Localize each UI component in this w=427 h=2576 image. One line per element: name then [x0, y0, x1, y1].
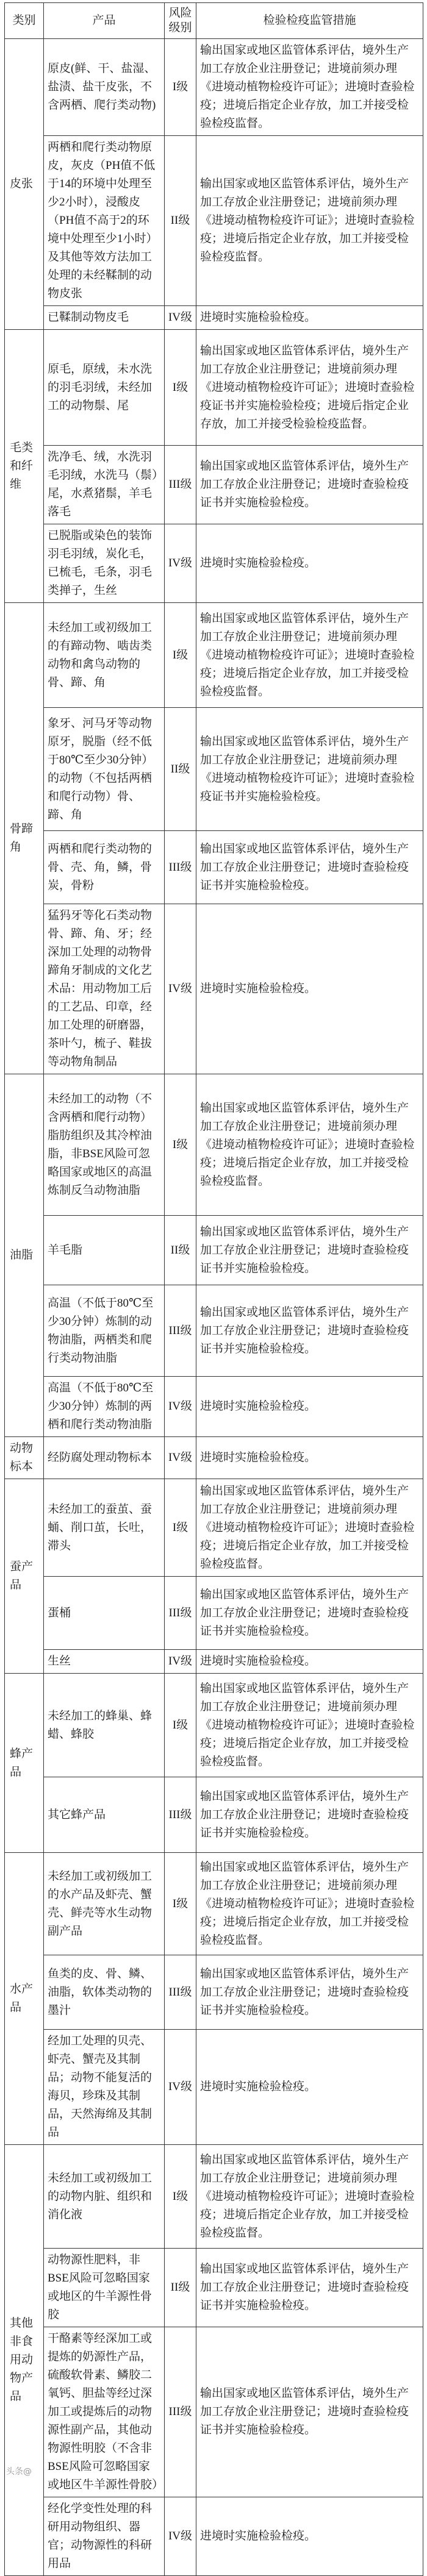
risk-level-cell: IV级 — [165, 1650, 196, 1674]
product-cell: 洗净毛、绒，水洗羽毛羽绒，水洗马（鬃）尾，水煮猪鬃，羊毛落毛 — [44, 446, 165, 524]
table-row — [5, 2327, 423, 2497]
measures-cell: 进境时实施检验检疫。 — [196, 1650, 423, 1674]
table-row — [5, 1955, 423, 2030]
measures-cell: 输出国家或地区监管体系评估，境外生产加工存放企业注册登记；进境前须办理《进境动植物检疫许可证》；进境时查验检疫；进境后指定企业存放，加工并接受检验检疫监督。 — [196, 603, 423, 708]
table-row — [5, 39, 423, 136]
risk-level-cell: III级 — [165, 446, 196, 524]
table-row — [5, 1074, 423, 1216]
category-cell: 其他非食用动物产品 — [5, 2145, 44, 2576]
category-cell: 蚕产品 — [5, 1479, 44, 1674]
product-cell: 动物源性肥料，非BSE风险可忽略国家或地区的牛羊源性骨胶 — [44, 2249, 165, 2327]
risk-level-cell: III级 — [165, 1285, 196, 1377]
header-risk-level: 风险级别 — [165, 3, 196, 39]
measures-cell: 输出国家或地区监管体系评估，境外生产加工存放企业注册登记；进境时查验检疫证书并实施检验检疫。 — [196, 1777, 423, 1853]
table-header-row — [5, 3, 423, 39]
table-row — [5, 524, 423, 603]
risk-level-cell: I级 — [165, 2145, 196, 2249]
table-row — [5, 1437, 423, 1479]
measures-cell: 进境时实施检验检疫。 — [196, 2497, 423, 2576]
product-cell: 干酪素等经深加工或提炼的奶源性产品，硫酸软骨素、鳞胶二氧钙、胆盐等经过深加工或提炼后的动物源性副产品，其他动物源性明胶（不含非BSE风险可忽略国家或地区牛羊源性骨胶） — [44, 2327, 165, 2497]
product-cell: 其它蜂产品 — [44, 1777, 165, 1853]
risk-level-cell: II级 — [165, 2249, 196, 2327]
category-cell: 油脂 — [5, 1074, 44, 1437]
measures-cell: 输出国家或地区监管体系评估，境外生产加工存放企业注册登记；进境前须办理《进境动植物检疫许可证》；进境时查验检疫；进境后指定企业存放，加工并接受检验检疫监督。 — [196, 136, 423, 306]
product-cell: 象牙、河马牙等动物原牙，脱脂（经不低于80℃至少30分钟）的动物（不包括两栖和爬行动物）骨、蹄、角 — [44, 708, 165, 831]
product-cell: 未经加工或初级加工的水产品及虾壳、蟹壳、鲜壳等水生动物副产品 — [44, 1853, 165, 1955]
measures-cell: 输出国家或地区监管体系评估，境外生产加工存放企业注册登记；进境前须办理《进境动植物检疫许可证》；进境时查验检疫；进境后指定企业存放，加工并接受检验检疫监督。 — [196, 1674, 423, 1777]
risk-level-cell: IV级 — [165, 1377, 196, 1437]
measures-cell: 输出国家或地区监管体系评估，境外生产加工存放企业注册登记；进境前须办理《进境动植物检疫许可证》；进境时查验检疫；进境后指定企业存放，加工并接受检验检疫监督。 — [196, 39, 423, 136]
product-cell: 蛋桶 — [44, 1577, 165, 1650]
inspection-table — [4, 2, 423, 2576]
table-row — [5, 136, 423, 306]
measures-cell: 输出国家或地区监管体系评估，境外生产加工存放企业注册登记；进境时查验检疫证书并实施检验检疫。 — [196, 1216, 423, 1285]
table-row — [5, 1650, 423, 1674]
measures-cell: 进境时实施检验检疫。 — [196, 524, 423, 603]
table-row — [5, 831, 423, 904]
table-row — [5, 2145, 423, 2249]
table-row — [5, 2497, 423, 2576]
category-cell: 动物标本 — [5, 1437, 44, 1479]
measures-cell: 进境时实施检验检疫。 — [196, 1437, 423, 1479]
header-category: 类别 — [5, 3, 44, 39]
measures-cell: 输出国家或地区监管体系评估，境外生产加工存放企业注册登记；进境时查验检疫证书并实施检验检疫。 — [196, 1285, 423, 1377]
risk-level-cell: IV级 — [165, 306, 196, 330]
measures-cell: 输出国家或地区监管体系评估，境外生产加工存放企业注册登记；进境时查验检疫证书并实施检验检疫。 — [196, 1955, 423, 2030]
table-row — [5, 1674, 423, 1777]
product-cell: 高温（不低于80℃至少30分钟）炼制的动物油脂，两栖类和爬行类动物油脂 — [44, 1285, 165, 1377]
risk-level-cell: I级 — [165, 1074, 196, 1216]
product-cell: 未经加工的蚕茧、蚕蛹、削口茧，长吐，滞头 — [44, 1479, 165, 1577]
measures-cell: 输出国家或地区监管体系评估，境外生产加工存放企业注册登记；进境前须办理《进境动植物检疫许可证》；进境时查验检疫证书并实施检验检疫。 — [196, 708, 423, 831]
risk-level-cell: I级 — [165, 1674, 196, 1777]
risk-level-cell: II级 — [165, 708, 196, 831]
measures-cell: 进境时实施检验检疫。 — [196, 2030, 423, 2145]
product-cell: 经加工处理的贝壳、虾壳、蟹壳及其制品；动物不能复活的海贝，珍珠及其制品，天然海绵及其制品 — [44, 2030, 165, 2145]
measures-cell: 进境时实施检验检疫。 — [196, 904, 423, 1074]
measures-cell: 输出国家或地区监管体系评估，境外生产加工存放企业注册登记；进境前须办理《进境动植物检疫许可证》；进境时查验检疫；进境后指定企业存放，加工并接受检验检疫监督。 — [196, 1853, 423, 1955]
product-cell: 原皮(鲜、干、盐湿、盐渍、盐干皮张，不含两栖、爬行类动物) — [44, 39, 165, 136]
product-cell: 原毛，原绒，未水洗的羽毛羽绒，未经加工的动物鬃、尾 — [44, 330, 165, 446]
measures-cell: 输出国家或地区监管体系评估，境外生产加工存放企业注册登记；进境前须办理《进境动植物检疫许可证》；进境时查验检疫；进境后指定企业存放，加工并接受检验检疫监督。 — [196, 2145, 423, 2249]
risk-level-cell: I级 — [165, 330, 196, 446]
header-measures: 检验检疫监管措施 — [196, 3, 423, 39]
risk-level-cell: III级 — [165, 1777, 196, 1853]
table-row — [5, 306, 423, 330]
risk-level-cell: III级 — [165, 1955, 196, 2030]
category-cell: 骨蹄角 — [5, 603, 44, 1074]
risk-level-cell: III级 — [165, 2327, 196, 2497]
table-row — [5, 1377, 423, 1437]
risk-level-cell: I级 — [165, 39, 196, 136]
product-cell: 未经加工或初级加工的有蹄动物、啮齿类动物和禽鸟动物的骨、蹄、角 — [44, 603, 165, 708]
risk-level-cell: III级 — [165, 1577, 196, 1650]
measures-cell: 输出国家或地区监管体系评估，境外生产加工存放企业注册登记；进境时查验检疫证书并实施检验检疫。 — [196, 831, 423, 904]
risk-level-cell: II级 — [165, 1216, 196, 1285]
product-cell: 两栖和爬行类动物的骨、壳、角，鳞，骨炭，骨粉 — [44, 831, 165, 904]
risk-level-cell: IV级 — [165, 904, 196, 1074]
measures-cell: 输出国家或地区监管体系评估，境外生产加工存放企业注册登记；进境时查验检疫证书并实施检验检疫。 — [196, 2249, 423, 2327]
measures-cell: 输出国家或地区监管体系评估，境外生产加工存放企业注册登记；进境前须办理《进境动植物检疫许可证》；进境时查验检疫证书并实施检验检疫；进境后指定企业存放，加工并接受检验检疫监督。 — [196, 330, 423, 446]
table-row — [5, 708, 423, 831]
table-row — [5, 904, 423, 1074]
category-cell: 水产品 — [5, 1853, 44, 2145]
product-cell: 两栖和爬行类动物原皮，灰皮（PH值不低于14的环境中处理至少2小时），浸酸皮（PH值不高于2的环境中处理至少1小时）及其他等效方法加工处理的未经鞣制的动物皮张 — [44, 136, 165, 306]
product-cell: 经化学变性处理的科研用动物组织、器官；动物源性的科研用品 — [44, 2497, 165, 2576]
table-row — [5, 1285, 423, 1377]
risk-level-cell: I级 — [165, 603, 196, 708]
product-cell: 经防腐处理动物标本 — [44, 1437, 165, 1479]
product-cell: 已鞣制动物皮毛 — [44, 306, 165, 330]
measures-cell: 输出国家或地区监管体系评估，境外生产加工存放企业注册登记；进境时查验检疫证书并实施检验检疫。 — [196, 1577, 423, 1650]
product-cell: 未经加工或初级加工的动物内脏、组织和消化液 — [44, 2145, 165, 2249]
product-cell: 已脱脂或染色的装饰羽毛羽绒，炭化毛，已梳毛，毛条，羽毛类掸子，生丝 — [44, 524, 165, 603]
watermark: 头条@ — [6, 2467, 32, 2477]
header-product: 产品 — [44, 3, 165, 39]
category-cell: 毛类和纤维 — [5, 330, 44, 603]
product-cell: 猛犸牙等化石类动物骨、蹄、角、牙；经深加工处理的动物骨蹄角牙制成的文化艺术品：用动物加工后的工艺品、印章，经加工处理的研磨器，茶叶勺，梳子、鞋拔等动物角制品 — [44, 904, 165, 1074]
table-row — [5, 603, 423, 708]
product-cell: 生丝 — [44, 1650, 165, 1674]
table-row — [5, 1479, 423, 1577]
risk-level-cell: II级 — [165, 136, 196, 306]
risk-level-cell: III级 — [165, 831, 196, 904]
measures-cell: 进境时实施检验检疫。 — [196, 306, 423, 330]
table-row — [5, 1216, 423, 1285]
product-cell: 高温（不低于80℃至少30分钟）炼制的两栖和爬行类动物油脂 — [44, 1377, 165, 1437]
measures-cell: 输出国家或地区监管体系评估，境外生产加工存放企业注册登记；进境时查验检疫证书并实施检验检疫。 — [196, 446, 423, 524]
measures-cell: 输出国家或地区监管体系评估，境外生产加工存放企业注册登记；进境时查验检疫证书并实施检验检疫。 — [196, 2327, 423, 2497]
risk-level-cell: IV级 — [165, 2030, 196, 2145]
measures-cell: 输出国家或地区监管体系评估，境外生产加工存放企业注册登记；进境前须办理《进境动植物检疫许可证》；进境时查验检疫；进境后指定企业存放，加工并接受检验检疫监督。 — [196, 1479, 423, 1577]
product-cell: 未经加工的蜂巢、蜂蜡、蜂胶 — [44, 1674, 165, 1777]
risk-level-cell: IV级 — [165, 524, 196, 603]
table-row — [5, 1853, 423, 1955]
table-row — [5, 446, 423, 524]
product-cell: 鱼类的皮、骨、鳞、油脂，软体类动物的墨汁 — [44, 1955, 165, 2030]
table-row — [5, 1577, 423, 1650]
product-cell: 未经加工的动物（不含两栖和爬行动物）脂肪组织及其冷榨油脂，非BSE风险可忽略国家或地区的高温炼制反刍动物油脂 — [44, 1074, 165, 1216]
table-row — [5, 1777, 423, 1853]
risk-level-cell: I级 — [165, 1853, 196, 1955]
risk-level-cell: I级 — [165, 1479, 196, 1577]
table-row — [5, 2249, 423, 2327]
table-body — [5, 39, 423, 2576]
category-cell: 蜂产品 — [5, 1674, 44, 1853]
table-row — [5, 330, 423, 446]
risk-level-cell: IV级 — [165, 1437, 196, 1479]
category-cell: 皮张 — [5, 39, 44, 330]
product-cell: 羊毛脂 — [44, 1216, 165, 1285]
table-row — [5, 2030, 423, 2145]
measures-cell: 输出国家或地区监管体系评估，境外生产加工存放企业注册登记；进境前须办理《进境动植物检疫许可证》；进境时查验检疫；进境后指定企业存放，加工并接受检验检疫监督。 — [196, 1074, 423, 1216]
measures-cell: 进境时实施检验检疫。 — [196, 1377, 423, 1437]
risk-level-cell: IV级 — [165, 2497, 196, 2576]
